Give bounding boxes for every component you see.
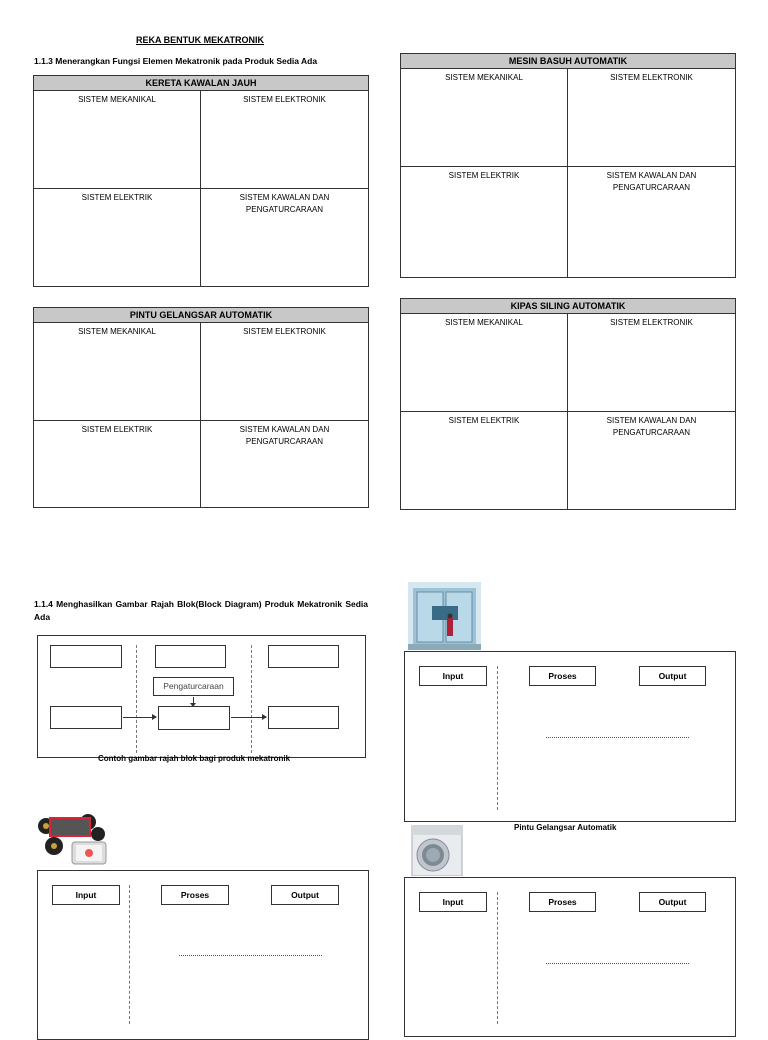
cell-sistem-kawalan: SISTEM KAWALAN DAN PENGATURCARAAN [606, 416, 697, 437]
cell-sistem-mekanikal: SISTEM MEKANIKAL [34, 91, 201, 189]
washing-machine-image [408, 824, 464, 876]
table-kipas-siling-automatik [400, 298, 736, 510]
example-block [268, 706, 339, 729]
table-header: MESIN BASUH AUTOMATIK [401, 54, 735, 69]
example-block [268, 645, 339, 668]
example-block [50, 706, 122, 729]
proses-label: Proses [529, 666, 596, 686]
dotted-line [546, 963, 689, 964]
example-control-block: Pengaturcaraan [153, 677, 234, 696]
example-block [50, 645, 122, 668]
cell-sistem-mekanikal: SISTEM MEKANIKAL [34, 323, 201, 421]
proses-label: Proses [161, 885, 229, 905]
table-pintu-gelangsar-automatik [33, 307, 369, 508]
cell-sistem-kawalan: SISTEM KAWALAN DAN PENGATURCARAAN [606, 171, 697, 192]
section-113-heading: 1.1.3 Menerangkan Fungsi Elemen Mekatronik pada Produk Sedia Ada [34, 56, 318, 66]
output-label: Output [639, 892, 706, 912]
output-label: Output [639, 666, 706, 686]
cell-sistem-kawalan: SISTEM KAWALAN DAN PENGATURCARAAN [239, 425, 330, 446]
cell-sistem-elektrik: SISTEM ELEKTRIK [34, 189, 201, 286]
input-label: Input [419, 892, 487, 912]
cell-sistem-elektrik: SISTEM ELEKTRIK [401, 167, 568, 277]
input-label: Input [419, 666, 487, 686]
cell-sistem-elektronik: SISTEM ELEKTRONIK [201, 323, 368, 421]
input-label: Input [52, 885, 120, 905]
cell-sistem-elektronik: SISTEM ELEKTRONIK [568, 69, 735, 167]
example-caption: Contoh gambar rajah blok bagi produk mekatronik [98, 754, 291, 763]
table-header: KIPAS SILING AUTOMATIK [401, 299, 735, 314]
divider-line [129, 885, 130, 1024]
cell-sistem-elektrik: SISTEM ELEKTRIK [401, 412, 568, 509]
pintu-caption: Pintu Gelangsar Automatik [514, 823, 617, 832]
table-kereta-kawalan-jauh [33, 75, 369, 287]
arrow-right [231, 717, 266, 718]
example-block [158, 706, 230, 730]
sliding-door-image [408, 582, 481, 650]
dotted-line [179, 955, 322, 956]
cell-sistem-mekanikal: SISTEM MEKANIKAL [401, 69, 568, 167]
cell-sistem-elektrik: SISTEM ELEKTRIK [34, 421, 201, 507]
table-header: PINTU GELANGSAR AUTOMATIK [34, 308, 368, 323]
rc-car-image [36, 806, 108, 866]
arrow-right [123, 717, 156, 718]
divider-line [251, 645, 252, 753]
table-mesin-basuh-automatik [400, 53, 736, 278]
proses-label: Proses [529, 892, 596, 912]
document-title: REKA BENTUK MEKATRONIK [136, 35, 264, 45]
section-114-heading: 1.1.4 Menghasilkan Gambar Rajah Blok(Block Diagram) Produk Mekatronik Sedia Ada [34, 599, 368, 622]
cell-sistem-elektronik: SISTEM ELEKTRONIK [201, 91, 368, 189]
cell-sistem-elektronik: SISTEM ELEKTRONIK [568, 314, 735, 412]
output-label: Output [271, 885, 339, 905]
cell-sistem-kawalan: SISTEM KAWALAN DAN PENGATURCARAAN [239, 193, 330, 214]
cell-sistem-mekanikal: SISTEM MEKANIKAL [401, 314, 568, 412]
example-block [155, 645, 226, 668]
table-header: KERETA KAWALAN JAUH [34, 76, 368, 91]
divider-line [136, 645, 137, 753]
divider-line [497, 666, 498, 810]
dotted-line [546, 737, 689, 738]
divider-line [497, 892, 498, 1024]
